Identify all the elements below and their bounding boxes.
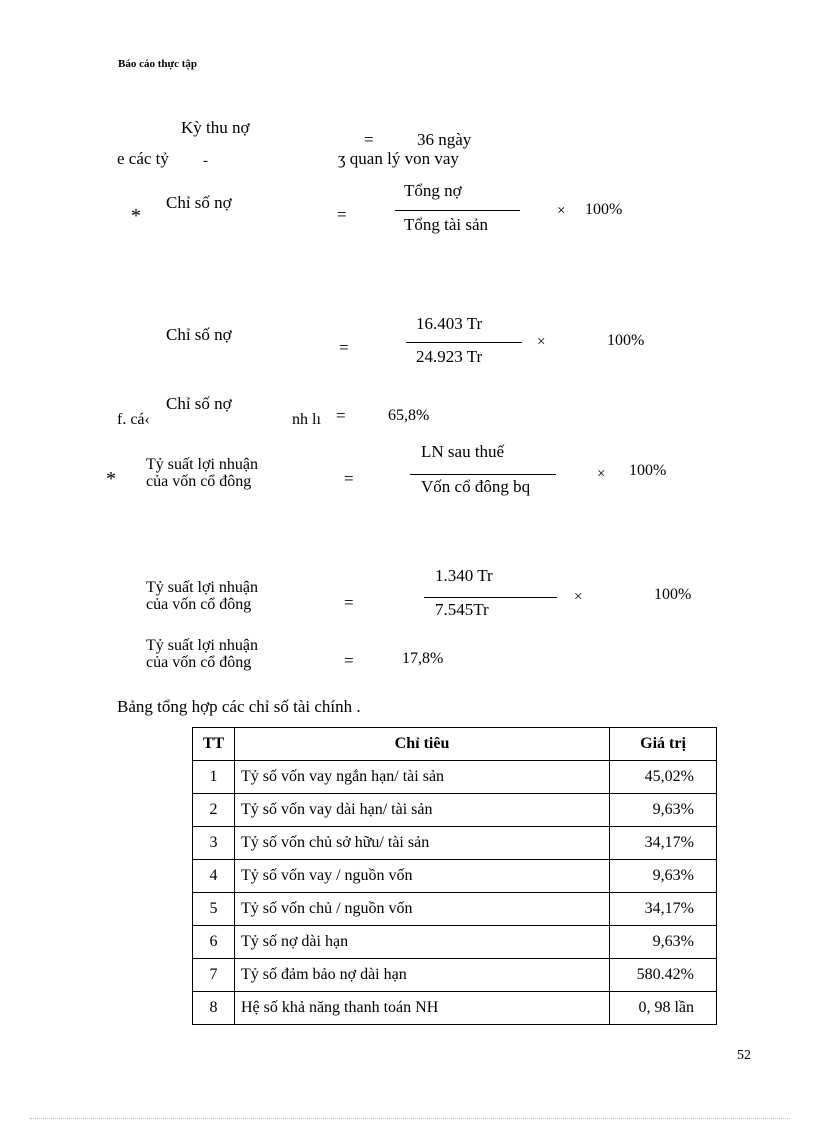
row-value: 9,63%: [610, 926, 717, 959]
table-row: [193, 827, 717, 860]
fraction-bar: [395, 210, 520, 211]
ky-thu-no-value: 36 ngày: [417, 130, 472, 149]
section-e-heading-left: e các tỷ: [117, 149, 169, 168]
row-value: 9,63%: [610, 794, 717, 827]
row-value: 9,63%: [610, 860, 717, 893]
roe-result-value: 17,8%: [402, 650, 444, 667]
times-sign: ×: [574, 589, 583, 605]
row-value: 34,17%: [610, 893, 717, 926]
roe-calc-equals: =: [344, 593, 354, 612]
row-index: 1: [193, 761, 235, 794]
row-index: 7: [193, 959, 235, 992]
table-row: [193, 893, 717, 926]
section-e-heading-right: ʒ quan lý von vay: [338, 149, 459, 168]
roe-denominator: Vốn cổ đông bq: [421, 477, 531, 496]
row-value: 580.42%: [610, 959, 717, 992]
table-row: [193, 992, 717, 1025]
chi-so-no-result-value: 65,8%: [388, 407, 430, 424]
chi-so-no-denominator: Tổng tài sản: [404, 215, 489, 234]
roe-result-label-line2: của vốn cổ đông: [146, 654, 252, 671]
roe-calc-label-line1: Tỷ suất lợi nhuận: [146, 579, 258, 596]
table-header-row: [193, 728, 717, 761]
page-bottom-divider: [30, 1118, 790, 1119]
fraction-bar: [410, 474, 556, 475]
section-f-heading-left: f. cá‹: [117, 411, 150, 428]
table-row: [193, 959, 717, 992]
fraction-bar: [424, 597, 557, 598]
row-indicator: Tỷ số vốn vay ngắn hạn/ tài sản: [234, 761, 609, 794]
row-value: 45,02%: [610, 761, 717, 794]
percent-factor: 100%: [654, 586, 692, 603]
table-title: Bảng tổng hợp các chỉ số tài chính .: [117, 697, 361, 716]
table-row: [193, 794, 717, 827]
chi-so-no-result-equals: =: [336, 406, 346, 425]
column-header-chi-tieu: Chỉ tiêu: [234, 728, 609, 761]
bullet-star: *: [131, 205, 141, 227]
roe-result-label-line1: Tỷ suất lợi nhuận: [146, 637, 258, 654]
column-header-tt: TT: [193, 728, 235, 761]
bullet-star: *: [106, 468, 116, 490]
table-row: [193, 860, 717, 893]
row-indicator: Tỷ số vốn vay / nguồn vốn: [234, 860, 609, 893]
fraction-bar: [406, 342, 522, 343]
row-indicator: Tỷ số vốn vay dài hạn/ tài sản: [234, 794, 609, 827]
row-indicator: Tỷ số đảm bảo nợ dài hạn: [234, 959, 609, 992]
summary-table: [192, 727, 717, 1025]
ky-thu-no-label: Kỳ thu nợ: [181, 118, 250, 137]
row-value: 0, 98 lần: [610, 992, 717, 1025]
page-number: 52: [737, 1048, 751, 1063]
roe-result-equals: =: [344, 651, 354, 670]
chi-so-no-calc-denominator: 24.923 Tr: [416, 347, 483, 366]
roe-calc-numerator: 1.340 Tr: [435, 566, 493, 585]
row-indicator: Tỷ số vốn chủ sở hữu/ tài sản: [234, 827, 609, 860]
ky-thu-no-equals: =: [364, 130, 374, 149]
table-row: [193, 761, 717, 794]
row-value: 34,17%: [610, 827, 717, 860]
row-index: 8: [193, 992, 235, 1025]
column-header-gia-tri: Giá trị: [610, 728, 717, 761]
chi-so-no-label: Chỉ số nợ: [166, 193, 232, 212]
row-index: 4: [193, 860, 235, 893]
roe-calc-denominator: 7.545Tr: [435, 600, 489, 619]
percent-factor: 100%: [629, 462, 667, 479]
page-header: Báo cáo thực tập: [118, 58, 198, 70]
chi-so-no-equals: =: [337, 205, 347, 224]
chi-so-no-calc-equals: =: [339, 338, 349, 357]
percent-factor: 100%: [585, 201, 623, 218]
chi-so-no-result-label: Chỉ số nợ: [166, 394, 232, 413]
times-sign: ×: [537, 334, 546, 350]
roe-label-line1: Tỷ suất lợi nhuận: [146, 456, 258, 473]
roe-numerator: LN sau thuế: [421, 442, 505, 461]
times-sign: ×: [557, 203, 566, 219]
table-row: [193, 926, 717, 959]
roe-label-line2: của vốn cổ đông: [146, 473, 252, 490]
row-index: 2: [193, 794, 235, 827]
roe-equals: =: [344, 469, 354, 488]
row-index: 5: [193, 893, 235, 926]
chi-so-no-calc-label: Chỉ số nợ: [166, 325, 232, 344]
section-e-heading-mid: -: [203, 153, 208, 169]
chi-so-no-calc-numerator: 16.403 Tr: [416, 314, 483, 333]
row-indicator: Hệ số khả năng thanh toán NH: [234, 992, 609, 1025]
percent-factor: 100%: [607, 332, 645, 349]
times-sign: ×: [597, 466, 606, 482]
row-indicator: Tỷ số vốn chủ / nguồn vốn: [234, 893, 609, 926]
row-index: 3: [193, 827, 235, 860]
chi-so-no-numerator: Tổng nợ: [404, 181, 462, 200]
section-f-heading-right: nh lı: [292, 411, 321, 428]
row-index: 6: [193, 926, 235, 959]
row-indicator: Tỷ số nợ dài hạn: [234, 926, 609, 959]
roe-calc-label-line2: của vốn cổ đông: [146, 596, 252, 613]
